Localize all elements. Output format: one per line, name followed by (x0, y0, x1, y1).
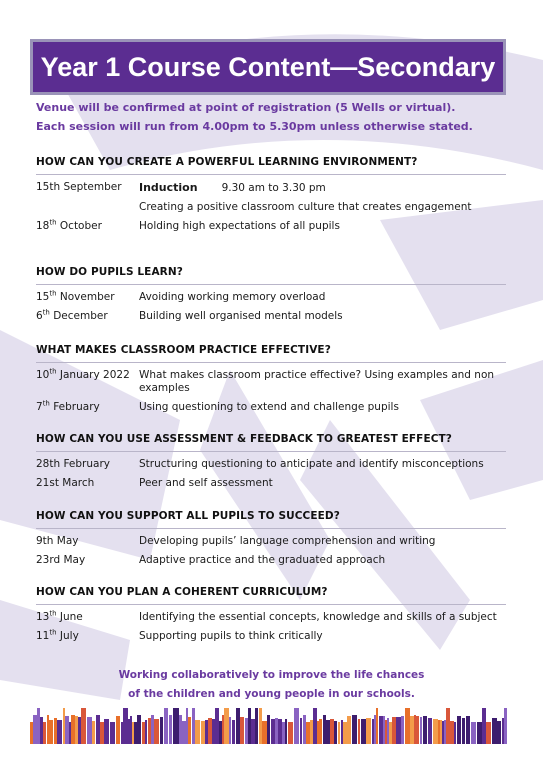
barcode-bar (401, 716, 404, 744)
barcode-bar (361, 719, 366, 744)
barcode-bar (471, 722, 476, 744)
barcode-bar (385, 720, 387, 744)
barcode-bar (352, 715, 357, 744)
barcode-bar (78, 717, 81, 744)
section-divider (36, 451, 506, 452)
session-date: 7th February (36, 399, 100, 413)
barcode-bar (69, 722, 71, 744)
barcode-bar (245, 718, 248, 744)
session-row (36, 401, 506, 414)
barcode-bar (87, 717, 92, 744)
barcode-bar (229, 717, 231, 744)
barcode-bar (33, 715, 37, 744)
barcode-bar (236, 708, 240, 744)
session-row (36, 310, 506, 323)
barcode-bar (134, 722, 137, 744)
barcode-bar (392, 717, 396, 744)
barcode-bar (128, 719, 130, 744)
barcode-bar (40, 717, 43, 744)
session-topic: Creating a positive classroom culture that creates engagement (139, 201, 472, 213)
footer-tagline-line1: Working collaboratively to improve the life chances (118, 669, 425, 681)
barcode-bar (47, 715, 49, 744)
session-topic: Peer and self assessment (139, 477, 273, 489)
session-row (36, 220, 506, 233)
section-classroom-practice (36, 344, 506, 420)
barcode-bar (433, 719, 438, 744)
barcode-bar (63, 708, 65, 744)
barcode-bar (330, 719, 334, 744)
barcode-bar (372, 719, 374, 744)
section-heading: HOW CAN YOU PLAN A COHERENT CURRICULUM? (36, 586, 328, 598)
barcode-bar (288, 722, 293, 744)
barcode-bar (110, 722, 115, 744)
session-date: 15th November (36, 289, 115, 303)
section-heading: HOW CAN YOU SUPPORT ALL PUPILS TO SUCCEED? (36, 510, 340, 522)
barcode-bar (201, 721, 205, 744)
session-date: 18th October (36, 218, 102, 232)
barcode-bar (396, 717, 401, 744)
barcode-bar (267, 715, 270, 744)
barcode-bar (148, 718, 151, 744)
session-topic: Adaptive practice and the graduated approach (139, 554, 386, 566)
barcode-bar (405, 708, 410, 744)
barcode-bar (343, 722, 347, 744)
barcode-bar (450, 721, 454, 744)
session-date: 21st March (36, 477, 95, 489)
barcode-bar (215, 708, 219, 744)
barcode-bar (179, 715, 182, 744)
barcode-bar (212, 719, 215, 744)
barcode-bar (376, 708, 378, 744)
session-topic: Structuring questioning to anticipate and identify misconceptions (139, 458, 484, 470)
barcode-bar (389, 722, 392, 744)
barcode-bar (100, 722, 104, 744)
barcode-bar (104, 719, 109, 744)
barcode-bar (462, 718, 465, 744)
session-row (36, 611, 506, 624)
barcode-bar (454, 722, 456, 744)
barcode-bar (358, 719, 360, 744)
session-row (36, 535, 506, 548)
session-date: 28th February (36, 458, 110, 470)
barcode-bar (54, 718, 57, 744)
barcode-bar (502, 718, 504, 744)
session-topic: Induction 9.30 am to 3.30 pm (139, 181, 326, 194)
barcode-bar (232, 720, 235, 744)
barcode-bar (116, 716, 120, 744)
barcode-bar (57, 720, 62, 744)
venue-note: Venue will be confirmed at point of registration (5 Wells or virtual). (36, 101, 456, 114)
session-row (36, 630, 506, 643)
barcode-bar (205, 720, 208, 744)
section-assessment-feedback (36, 433, 506, 496)
barcode-bar (492, 718, 497, 744)
session-topic: Supporting pupils to think critically (139, 630, 323, 642)
barcode-bar (49, 720, 53, 744)
barcode-bar (482, 708, 486, 744)
barcode-bar (145, 720, 147, 744)
barcode-bar (255, 708, 258, 744)
session-date: 9th May (36, 535, 79, 547)
barcode-bar (410, 716, 414, 744)
barcode-bar (323, 715, 326, 744)
barcode-bar (341, 720, 343, 744)
barcode-bar (43, 722, 46, 744)
barcode-bar (428, 718, 432, 744)
session-topic: Avoiding working memory overload (139, 291, 326, 303)
session-row (36, 554, 506, 567)
section-heading: HOW CAN YOU USE ASSESSMENT & FEEDBACK TO GREATEST EFFECT? (36, 433, 452, 445)
barcode-bar (414, 715, 416, 744)
barcode-bar (65, 716, 69, 744)
session-date: 15th September (36, 181, 122, 193)
section-divider (36, 604, 506, 605)
barcode-bar (438, 720, 440, 744)
session-topic: Developing pupils’ language comprehension and writing (139, 535, 436, 547)
barcode-bar (160, 717, 163, 744)
section-heading: HOW DO PUPILS LEARN? (36, 266, 183, 278)
section-divider (36, 362, 506, 363)
session-date: 11th July (36, 628, 79, 642)
barcode-bar (275, 718, 278, 744)
barcode-bar (347, 716, 351, 744)
barcode-bar (30, 722, 33, 744)
barcode-bar (504, 708, 507, 744)
barcode-bar (282, 722, 285, 744)
section-coherent-curriculum (36, 586, 506, 649)
barcode-bar (81, 708, 86, 744)
barcode-bar (130, 716, 132, 744)
barcode-bar (486, 722, 491, 744)
barcode-bar (154, 719, 159, 744)
barcode-bar (142, 722, 145, 744)
session-row (36, 458, 506, 471)
barcode-bar (75, 716, 78, 744)
section-learning-environment (36, 156, 506, 239)
barcode-bar (285, 719, 287, 744)
section-divider (36, 284, 506, 285)
section-heading: HOW CAN YOU CREATE A POWERFUL LEARNING ENVIRONMENT? (36, 156, 418, 168)
barcode-bar (446, 708, 450, 744)
section-support-all-pupils (36, 510, 506, 573)
barcode-bar (379, 716, 383, 744)
barcode-bar (387, 718, 389, 744)
barcode-bar (457, 716, 461, 744)
barcode-bar (374, 715, 376, 744)
barcode-bar (96, 715, 100, 744)
barcode-bar (300, 718, 302, 744)
session-time-note: Each session will run from 4.00pm to 5.30pm unless otherwise stated. (36, 120, 473, 133)
barcode-bar (248, 708, 251, 744)
barcode-bar (423, 716, 427, 744)
barcode-bar (306, 722, 310, 744)
barcode-bar (262, 721, 267, 744)
session-topic: What makes classroom practice effective? Using examples and non examples (139, 369, 495, 394)
barcode-bar (317, 721, 319, 744)
barcode-bar (182, 721, 186, 744)
session-topic: Using questioning to extend and challenge pupils (139, 401, 399, 413)
barcode-bar (123, 708, 128, 744)
section-how-pupils-learn (36, 266, 506, 329)
session-topic: Holding high expectations of all pupils (139, 220, 340, 232)
barcode-bar (222, 715, 224, 744)
barcode-bar (195, 720, 200, 744)
session-topic: Identifying the essential concepts, knowledge and skills of a subject (139, 611, 497, 623)
page-title: Year 1 Course Content—Secondary (30, 39, 506, 95)
barcode-bar (251, 719, 255, 744)
section-heading: WHAT MAKES CLASSROOM PRACTICE EFFECTIVE? (36, 344, 331, 356)
induction-label: Induction (139, 181, 198, 194)
barcode-bar (444, 720, 446, 744)
barcode-bar (420, 717, 422, 744)
barcode-bar (71, 715, 75, 744)
barcode-bar (477, 722, 482, 744)
barcode-bar (334, 721, 337, 744)
barcode-bar (173, 708, 176, 744)
barcode-bar (259, 708, 262, 744)
session-row (36, 369, 506, 395)
session-row (36, 181, 506, 195)
footer-tagline-line2: of the children and young people in our schools. (128, 688, 415, 700)
barcode-bar (442, 721, 444, 744)
barcode-bar (497, 721, 501, 744)
session-date: 10th January 2022 (36, 367, 130, 381)
barcode-bar (224, 708, 229, 744)
session-date: 23rd May (36, 554, 86, 566)
barcode-bar (271, 719, 275, 744)
barcode-bar (383, 716, 385, 744)
barcode-bar (192, 708, 195, 744)
session-row (36, 477, 506, 490)
barcode-bar (121, 722, 123, 744)
session-date: 13th June (36, 609, 83, 623)
session-topic: Building well organised mental models (139, 310, 343, 322)
barcode-bar (151, 715, 154, 744)
barcode-bar (440, 720, 442, 744)
barcode-bar (338, 722, 340, 744)
barcode-bar (186, 708, 188, 744)
barcode-bar (169, 715, 172, 744)
barcode-bar (176, 708, 179, 744)
barcode-bar (294, 708, 299, 744)
barcode-bar (137, 715, 141, 744)
barcode-bar (278, 719, 282, 744)
session-row (36, 201, 506, 214)
session-row (36, 291, 506, 304)
barcode-bar (188, 717, 191, 744)
decorative-barcode-strip (30, 708, 507, 744)
section-divider (36, 528, 506, 529)
barcode-bar (240, 717, 244, 744)
barcode-bar (326, 720, 330, 744)
barcode-bar (313, 708, 317, 744)
barcode-bar (92, 721, 95, 744)
barcode-bar (164, 708, 168, 744)
barcode-bar (132, 722, 134, 744)
barcode-bar (319, 719, 322, 744)
barcode-bar (37, 708, 40, 744)
barcode-bar (366, 718, 371, 744)
barcode-bar (219, 721, 222, 744)
barcode-bar (466, 716, 470, 744)
session-date: 6th December (36, 308, 108, 322)
barcode-bar (416, 716, 419, 744)
section-divider (36, 174, 506, 175)
barcode-bar (303, 715, 306, 744)
session-date (36, 201, 139, 214)
barcode-bar (208, 718, 212, 744)
barcode-bar (310, 720, 313, 744)
